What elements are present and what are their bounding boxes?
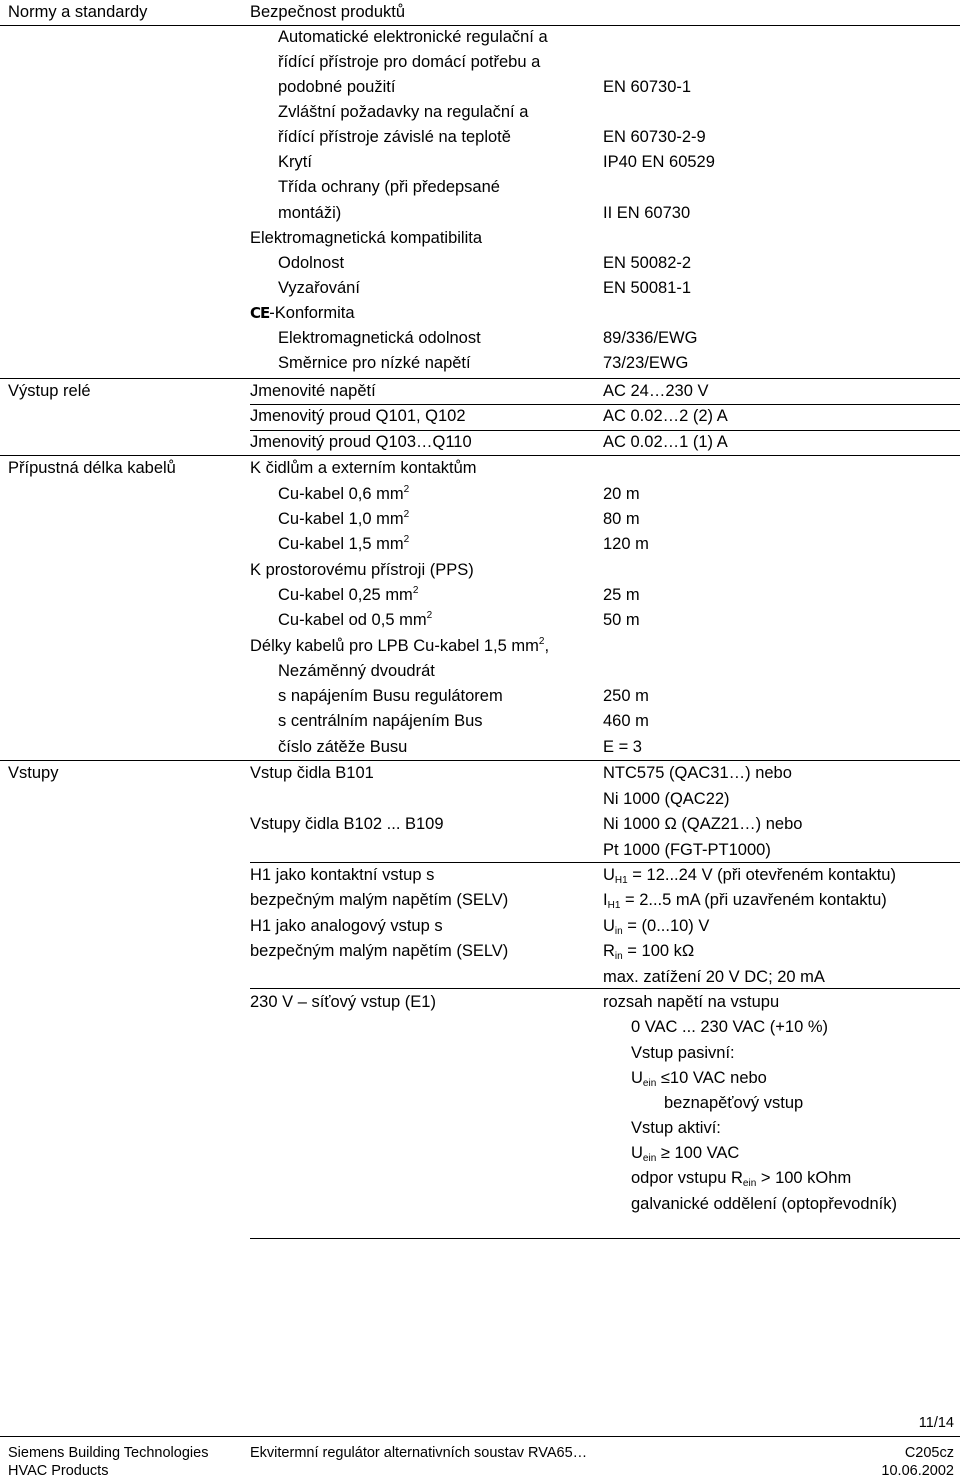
value-en50081-1: EN 50081-1: [603, 279, 692, 297]
row-konformita: [250, 303, 355, 323]
value-e1-odpor: [631, 1168, 851, 1188]
rule: [250, 404, 960, 405]
section-vystup-rele: Výstup relé: [8, 382, 91, 400]
value-napajeni-reg: 250 m: [603, 687, 649, 705]
section-normy: Normy a standardy: [8, 3, 148, 21]
row-nezamenny: Nezáměnný dvoudrát: [278, 662, 435, 680]
row-h1-analog: bezpečným malým napětím (SELV): [250, 942, 509, 960]
row-b102: Vstupy čidla B102 ... B109: [250, 815, 444, 833]
page-number: 11/14: [918, 1415, 954, 1431]
footer-title: Ekvitermní regulátor alternativních soustav RVA65…: [250, 1445, 588, 1461]
value: = 12...24 V (při otevřeném kontaktu): [627, 866, 896, 884]
row-zvlastni: řídící přístroje závislé na teplotě: [278, 128, 511, 146]
rule: [250, 862, 960, 863]
section-vstupy: Vstupy: [8, 764, 59, 782]
value-e1-range: 0 VAC ... 230 VAC (+10 %): [631, 1018, 829, 1036]
row-cu025: [278, 585, 418, 605]
cu10-label: Cu-kabel 1,0 mm: [278, 510, 404, 528]
row-napajeni-reg: s napájením Busu regulátorem: [278, 687, 503, 705]
row-proud-q101: Jmenovitý proud Q101, Q102: [250, 407, 466, 425]
row-pps: K prostorovému přístroji (PPS): [250, 561, 474, 579]
row-automaticke: podobné použití: [278, 78, 396, 96]
value-e1-pasivni: Vstup pasivní:: [631, 1044, 735, 1062]
value-h1-i: [603, 890, 887, 910]
value-e1-beznap: beznapěťový vstup: [664, 1094, 804, 1112]
rule: [0, 455, 960, 456]
row-b101: Vstup čidla B101: [250, 764, 374, 782]
subscript: H1: [614, 875, 628, 886]
row-zatez: číslo zátěže Busu: [278, 738, 408, 756]
cu06-label: Cu-kabel 0,6 mm: [278, 485, 404, 503]
row-smernice: Směrnice pro nízké napětí: [278, 354, 471, 372]
row-elmag-odolnost: Elektromagnetická odolnost: [278, 329, 481, 347]
row-odolnost: Odolnost: [278, 254, 345, 272]
row-trida: montáži): [278, 204, 342, 222]
subscript: in: [614, 926, 623, 937]
symbol: U: [631, 1069, 643, 1087]
subscript: ein: [642, 1153, 657, 1164]
symbol: R: [603, 942, 615, 960]
footer-rule: [0, 1436, 960, 1437]
value-89-336-ewg: 89/336/EWG: [603, 329, 698, 347]
section-pripustna-delka: Přípustná délka kabelů: [8, 459, 176, 477]
cu05-label: Cu-kabel od 0,5 mm: [278, 611, 427, 629]
row-bezpecnost: Bezpečnost produktů: [250, 3, 406, 21]
value-h1a-u: [603, 916, 709, 936]
value-e1-u2: [631, 1143, 739, 1163]
value: = 100 kΩ: [622, 942, 695, 960]
row-vyzarovani: Vyzařování: [278, 279, 360, 297]
row-h1-analog: H1 jako analogový vstup s: [250, 917, 443, 935]
label: odpor vstupu R: [631, 1169, 743, 1187]
row-proud-q103: Jmenovitý proud Q103…Q110: [250, 433, 472, 451]
symbol: U: [603, 917, 615, 935]
value: > 100 kOhm: [756, 1169, 852, 1187]
superscript: 2: [426, 610, 433, 621]
row-lpb: [250, 636, 549, 656]
row-cu06: [278, 484, 409, 504]
value-cu05: 50 m: [603, 611, 640, 629]
row-cu10: [278, 509, 409, 529]
footer-doc-id: C205cz: [904, 1445, 954, 1461]
value-en50082-2: EN 50082-2: [603, 254, 692, 272]
rule: [250, 1238, 960, 1239]
lpb-comma: ,: [544, 637, 550, 655]
value-proud-q103: AC 0.02…1 (1) A: [603, 433, 728, 451]
value-73-23-ewg: 73/23/EWG: [603, 354, 689, 372]
value-b101: NTC575 (QAC31…) nebo: [603, 764, 792, 782]
value-napeti: AC 24…230 V: [603, 382, 709, 400]
value: = 2...5 mA (při uzavřeném kontaktu): [620, 891, 887, 909]
superscript: 2: [403, 484, 410, 495]
value-proud-q101: AC 0.02…2 (2) A: [603, 407, 728, 425]
value-ip40: IP40 EN 60529: [603, 153, 715, 171]
value-h1a-max: max. zatížení 20 V DC; 20 mA: [603, 968, 825, 986]
value: = (0...10) V: [622, 917, 710, 935]
value-cu15: 120 m: [603, 535, 649, 553]
rule: [250, 988, 960, 989]
row-cu05: [278, 610, 432, 630]
value-zatez: E = 3: [603, 738, 642, 756]
row-jmenovite-napeti: Jmenovité napětí: [250, 382, 376, 400]
superscript: 2: [412, 585, 419, 596]
value-cu06: 20 m: [603, 485, 640, 503]
cu025-label: Cu-kabel 0,25 mm: [278, 586, 413, 604]
symbol: U: [631, 1144, 643, 1162]
superscript: 2: [538, 636, 545, 647]
rule: [0, 378, 960, 379]
row-h1-kontakt: H1 jako kontaktní vstup s: [250, 866, 435, 884]
value: ≥ 100 VAC: [656, 1144, 740, 1162]
value-e1-aktivni: Vstup aktiví:: [631, 1119, 721, 1137]
value-b102: Pt 1000 (FGT-PT1000): [603, 841, 771, 859]
value-en60730-1: EN 60730-1: [603, 78, 692, 96]
footer-date: 10.06.2002: [881, 1463, 954, 1479]
rule: [0, 760, 960, 761]
row-automaticke: Automatické elektronické regulační a: [278, 28, 548, 46]
row-h1-kontakt: bezpečným malým napětím (SELV): [250, 891, 509, 909]
row-trida: Třída ochrany (při předepsané: [278, 178, 500, 196]
subscript: ein: [742, 1178, 757, 1189]
subscript: ein: [642, 1078, 657, 1089]
row-zvlastni: Zvláštní požadavky na regulační a: [278, 103, 529, 121]
value-h1-u: [603, 865, 896, 885]
value-e1-galv: galvanické oddělení (optopřevodník): [631, 1195, 898, 1213]
row-automaticke: řídící přístroje pro domácí potřebu a: [278, 53, 541, 71]
value-h1a-r: [603, 941, 694, 961]
konformita-label: -Konformita: [269, 304, 355, 322]
value-cu10: 80 m: [603, 510, 640, 528]
cu15-label: Cu-kabel 1,5 mm: [278, 535, 404, 553]
row-napajeni-cent: s centrálním napájením Bus: [278, 712, 483, 730]
value-e1-u1: [631, 1068, 767, 1088]
subscript: H1: [607, 900, 621, 911]
rule: [0, 25, 960, 26]
value-trida: II EN 60730: [603, 204, 691, 222]
lpb-label: Délky kabelů pro LPB Cu-kabel 1,5 mm: [250, 637, 539, 655]
footer-company: Siemens Building Technologies: [8, 1445, 209, 1461]
row-k-cidlum: K čidlům a externím kontaktům: [250, 459, 477, 477]
subscript: in: [614, 951, 623, 962]
symbol: I: [603, 891, 608, 909]
row-kryti: Krytí: [278, 153, 312, 171]
footer-division: HVAC Products: [8, 1463, 109, 1479]
superscript: 2: [403, 509, 410, 520]
row-emk: Elektromagnetická kompatibilita: [250, 229, 483, 247]
value-cu025: 25 m: [603, 586, 640, 604]
value-b102: Ni 1000 Ω (QAZ21…) nebo: [603, 815, 803, 833]
symbol: U: [603, 866, 615, 884]
row-e1: 230 V – síťový vstup (E1): [250, 993, 436, 1011]
rule: [250, 430, 960, 431]
value-en60730-2-9: EN 60730-2-9: [603, 128, 706, 146]
value-b101: Ni 1000 (QAC22): [603, 790, 730, 808]
ce-mark-logo: CE: [250, 304, 270, 322]
value-e1-rozsah: rozsah napětí na vstupu: [603, 993, 780, 1011]
superscript: 2: [403, 534, 410, 545]
row-cu15: [278, 534, 409, 554]
value-napajeni-cent: 460 m: [603, 712, 649, 730]
value: ≤10 VAC nebo: [656, 1069, 767, 1087]
